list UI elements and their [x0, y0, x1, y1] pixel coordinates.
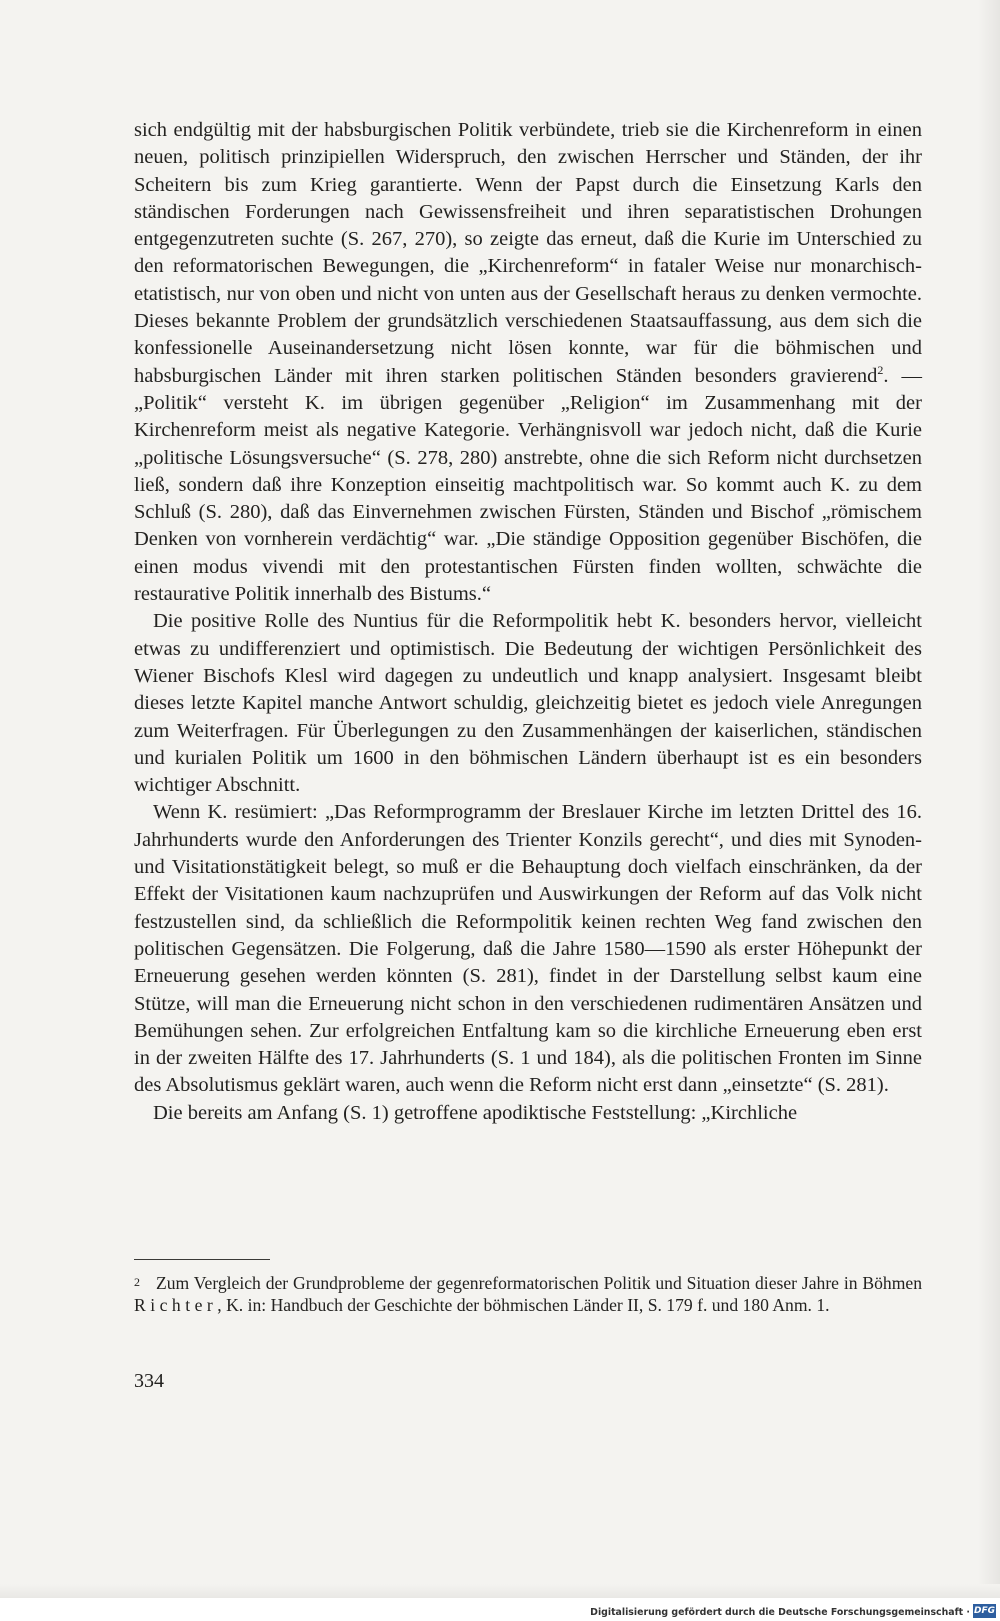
- footnote-marker: 2: [134, 1275, 140, 1289]
- scan-edge-shadow: [978, 0, 1000, 1590]
- footnote-author: Richter: [134, 1294, 218, 1315]
- paragraph-1-tail: . — „Politik“ versteht K. im übrigen gegenüber „Religion“ im Zusammenhang mit der Kirchenreform meist als negative Kategorie. Verhängnisvoll war jedoch nicht, daß die Kurie „politische Lösungsversuche“ (S. 278, 280) anstrebte, ohne die sich Reform nicht durchsetzen ließ, sondern daß ihre Konzeption einseitig machtpolitisch war. So kommt auch K. zu dem Schluß (S. 280), daß das Einvernehmen zwischen Fürsten, Ständen und Bischof „römischem Denken von vornherein verdächtig“ war. „Die ständige Opposition gegenüber Bischöfen, die einen modus vivendi mit den protestantischen Fürsten finden wollten, schwächte die restaurative Politik innerhalb des Bistums.“: [134, 364, 923, 606]
- footnote-reference[interactable]: 2: [877, 362, 884, 377]
- scan-bottom-shadow: [0, 1584, 1000, 1598]
- footnote-divider: [134, 1259, 270, 1260]
- paragraph-3: Wenn K. resümiert: „Das Reformprogramm der Breslauer Kirche im letzten Drittel des 16. Jahrhunderts wurde den Anforderungen des Trienter Konzils gerecht“, und dies mit Synoden- und Visitationstätigkeit belegt, so muß er die Behauptung doch vielfach einschränken, da der Effekt der Visitationen kaum nachzuprüfen und Auswirkungen der Reform auf das Volk nicht festzustellen sind, da schließlich die Reformpolitik keinen rechten Weg fand zwischen den politischen Gegensätzen. Die Folgerung, daß die Jahre 1580—1590 als erster Höhepunkt der Erneuerung gesehen werden könnten (S. 281), findet in der Darstellung selbst kaum eine Stütze, will man die Erneuerung nicht schon in den verschiedenen rudimentären Ansätzen und Bemühungen sehen. Zur erfolgreichen Entfaltung kam so die kirchliche Erneuerung eben erst in der zweiten Hälfte des 17. Jahrhunderts (S. 1 und 184), als die politischen Fronten im Sinne des Absolutismus geklärt waren, auch wenn die Reform nicht erst dann „einsetzte“ (S. 281).: [134, 801, 922, 1097]
- paragraph-1-text: sich endgültig mit der habsburgischen Politik verbündete, trieb sie die Kirchenreform in einen neuen, politisch prinzipiellen Widerspruch, den zwischen Herrscher und Ständen, der ihr Scheitern bis zum Krieg garantierte. Wenn der Papst durch die Einsetzung Karls den ständischen Forderungen nach Gewissensfreiheit und ihren separatistischen Drohungen entgegenzutreten suchte (S. 267, 270), so zeigte das erneut, daß die Kurie im Unterschied zu den reformatorischen Bewegungen, die „Kirchenreform“ in fataler Weise nur monarchisch-etatistisch, nur von oben und nicht von unten aus der Gesellschaft heraus zu denken vermochte. Dieses bekannte Problem der grundsätzlich verschiedenen Staatsauffassung, aus dem sich die konfessionelle Auseinandersetzung nicht lösen konnte, war für die böhmischen und habsburgischen Länder mit ihren starken politischen Ständen besonders gravierend: [134, 119, 922, 387]
- footnote-text-before: Zum Vergleich der Grundprobleme der gegenreformatorischen Politik und Situation dieser Jahre in Böhmen: [156, 1273, 922, 1293]
- paragraph-2: Die positive Rolle des Nuntius für die Reformpolitik hebt K. besonders hervor, vielleicht etwas zu undifferenziert und optimistisch. Die Bedeutung der wichtigen Persönlichkeit des Wiener Bischofs Klesl wird dagegen zu undeutlich und knapp analysiert. Insgesamt bleibt dieses letzte Kapitel manche Antwort schuldig, gleichzeitig bietet es jedoch viele Anregungen zum Weiterfragen. Für Überlegungen zu den Zusammenhängen der kaiserlichen, ständischen und kurialen Politik um 1600 in den böhmischen Ländern überhaupt ist es ein besonders wichtiger Abschnitt.: [134, 610, 922, 797]
- footnote-text-after: , K. in: Handbuch der Geschichte der böhmischen Länder II, S. 179 f. und 180 Anm. 1.: [217, 1294, 830, 1315]
- page-number: 334: [134, 1370, 164, 1392]
- footnote: [134, 1273, 922, 1316]
- digitization-credit: Digitalisierung gefördert durch die Deutsche Forschungsgemeinschaft ·: [590, 1607, 970, 1618]
- digitization-footer: [0, 1598, 1000, 1621]
- dfg-logo-icon: DFG: [973, 1606, 995, 1616]
- main-text: [134, 117, 922, 1127]
- paragraph-4: Die bereits am Anfang (S. 1) getroffene apodiktische Feststellung: „Kirchliche: [153, 1101, 798, 1124]
- paragraph-1: [134, 117, 922, 608]
